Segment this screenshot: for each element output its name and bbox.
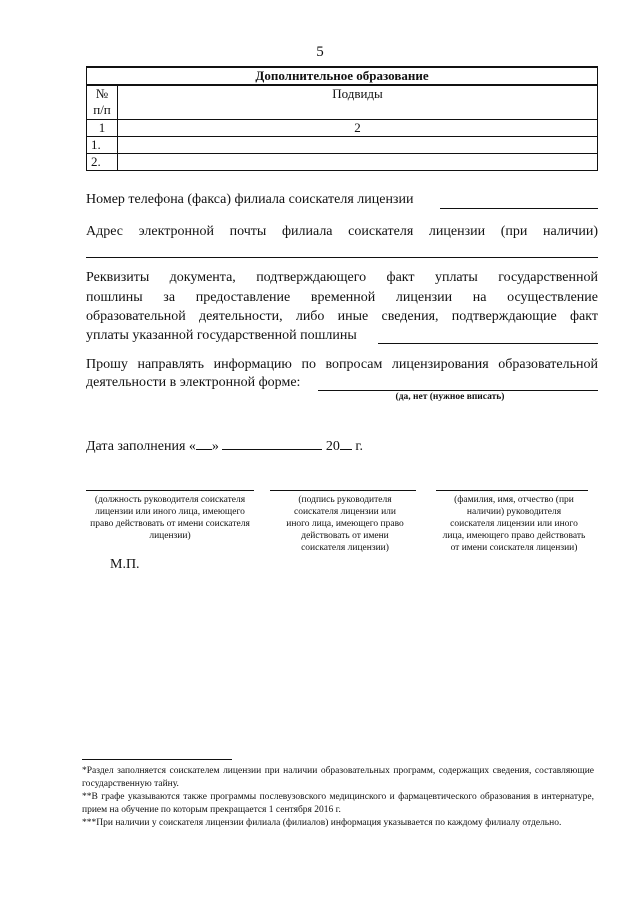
position-caption: (должность руководителя соискателя лицензии или иного лица, имеющего право действовать от имени соискателя лицензии) xyxy=(90,495,250,541)
date-row xyxy=(86,437,363,455)
phone-field[interactable] xyxy=(440,208,598,209)
signature-line[interactable] xyxy=(270,490,416,491)
footnote-separator xyxy=(82,759,232,760)
table-index-cell: 2 xyxy=(118,119,598,136)
date-year-suffix: г. xyxy=(355,439,364,454)
additional-education-table xyxy=(86,66,598,171)
email-field[interactable] xyxy=(86,257,598,258)
position-line[interactable] xyxy=(86,490,254,491)
date-label: Дата заполнения « xyxy=(86,439,196,454)
requisites-line-1: Реквизиты документа, подтверждающего факт уплаты государственной xyxy=(86,270,598,285)
requisites-line-4: уплаты указанной государственной пошлины xyxy=(86,328,357,343)
date-quote-close: » xyxy=(211,439,219,454)
table-title: Дополнительное образование xyxy=(87,67,598,85)
table-index-cell: 1 xyxy=(87,119,118,136)
footnote-2: **В графе указываются также программы послевузовского медицинского и фармацевтического образования в интернатуре, прием на обучение по которым прекращается 1 сентября 2016 г. xyxy=(82,792,594,815)
fullname-line[interactable] xyxy=(436,490,588,491)
email-label: Адрес электронной почты филиала соискателя лицензии (при наличии) xyxy=(86,224,598,239)
date-month-field[interactable] xyxy=(222,437,322,450)
electronic-form-hint: (да, нет (нужное вписать) xyxy=(395,392,505,402)
requisites-field[interactable] xyxy=(378,343,598,344)
stamp-place: М.П. xyxy=(110,557,140,572)
footnote-1: *Раздел заполняется соискателем лицензии при наличии образовательных программ, содержащих сведения, составляющие государственную тайну. xyxy=(82,766,594,789)
date-year-prefix: 20 xyxy=(325,439,340,454)
table-row-text[interactable] xyxy=(118,136,598,153)
fullname-caption: (фамилия, имя, отчество (при наличии) руководителя соискателя лицензии или иного лица, имеющего право действовать от имени соискателя лицензии) xyxy=(442,495,586,553)
table-row xyxy=(87,136,598,153)
requisites-line-2: пошлины за предоставление временной лицензии на осуществление xyxy=(86,290,598,305)
footnote-3: ***При наличии у соискателя лицензии филиала (филиалов) информация указывается по каждому филиалу отдельно. xyxy=(82,818,562,828)
table-header-subtypes: Подвиды xyxy=(118,85,598,119)
table-row-text[interactable] xyxy=(118,153,598,170)
page-number: 5 xyxy=(316,44,324,60)
signature-caption: (подпись руководителя соискателя лицензии или иного лица, имеющего право действовать от имени соискателя лицензии) xyxy=(286,495,404,553)
request-line-2: деятельности в электронной форме: xyxy=(86,375,301,390)
table-row-num: 1. xyxy=(87,136,118,153)
date-year-field[interactable] xyxy=(340,437,352,450)
table-row xyxy=(87,153,598,170)
date-day-field[interactable] xyxy=(196,437,212,450)
requisites-line-3: образовательной деятельности, либо иные сведения, подтверждающие факт xyxy=(86,309,598,324)
phone-label: Номер телефона (факса) филиала соискателя лицензии xyxy=(86,192,414,207)
table-header-num: № п/п xyxy=(87,85,118,119)
table-row-num: 2. xyxy=(87,153,118,170)
request-line-1: Прошу направлять информацию по вопросам лицензирования образовательной xyxy=(86,357,598,372)
